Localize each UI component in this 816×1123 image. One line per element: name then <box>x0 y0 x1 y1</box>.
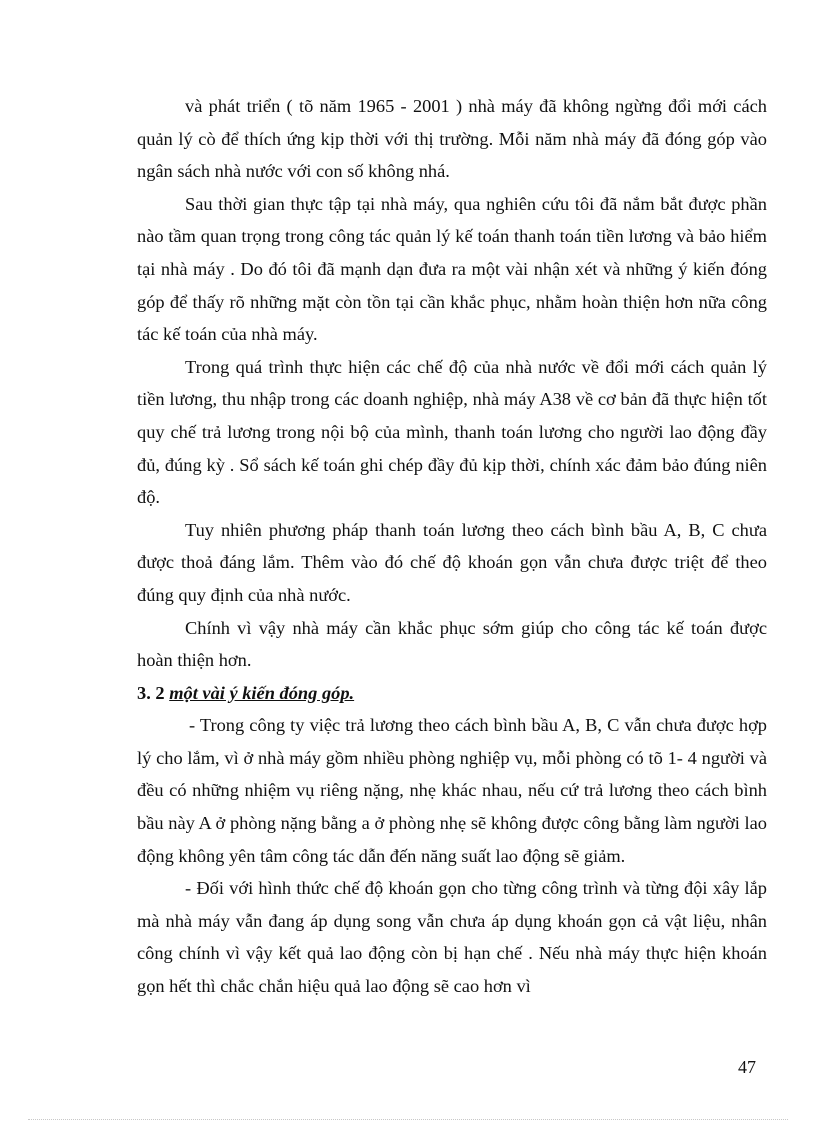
paragraph-bullet-contract: - Đối với hình thức chế độ khoán gọn cho từng công trình và từng đội xây lắp mà nhà máy vẫn đang áp dụng song vẫn chưa áp dụng khoán gọn cả vật liệu, nhân công chính vì vậy kết quả lao động còn bị hạn chế . Nếu nhà máy thực hiện khoán gọn hết thì chắc chắn hiệu quả lao động sẽ cao hơn vì <box>137 878 767 997</box>
section-number: 3. 2 <box>137 682 165 703</box>
paragraph-bullet-ranking: - Trong công ty việc trả lương theo cách bình bầu A, B, C vẫn chưa được hợp lý cho lắm, vì ở nhà máy gồm nhiều phòng nghiệp vụ, mỗi phòng có tõ 1- 4 người và đều có những nhiệm vụ riêng nặng, nhẹ khác nhau, nếu cứ trả lương theo cách bình bầu này A ở phòng nặng bằng a ở phòng nhẹ sẽ không được công bằng làm người lao động không yên tâm công tác dẫn đến năng suất lao động sẽ giảm. <box>137 715 767 866</box>
paragraph-implementation: Trong quá trình thực hiện các chế độ của nhà nước về đổi mới cách quản lý tiền lương, thu nhập trong các doanh nghiệp, nhà máy A38 về cơ bản đã thực hiện tốt quy chế trả lương trong nội bộ của mình, thanh toán lương cho người lao động đầy đủ, đúng kỳ . Sổ sách kế toán ghi chép đầy đủ kịp thời, chính xác đảm bảo đúng niên độ. <box>137 356 767 508</box>
page-number: 47 <box>738 1057 756 1077</box>
paragraph-however: Tuy nhiên phương pháp thanh toán lương theo cách bình bầu A, B, C chưa được thoả đáng lắm. Thêm vào đó chế độ khoán gọn vẫn chưa được triệt để theo đúng quy định của nhà nước. <box>137 519 767 605</box>
paragraph-internship: Sau thời gian thực tập tại nhà máy, qua nghiên cứu tôi đã nắm bắt được phần nào tầm quan trọng trong công tác quản lý kế toán thanh toán tiền lương và bảo hiểm tại nhà máy . Do đó tôi đã mạnh dạn đưa ra một vài nhận xét và những ý kiến đóng góp để thấy rõ những mặt còn tồn tại cần khắc phục, nhằm hoàn thiện hơn nữa công tác kế toán của nhà máy. <box>137 193 767 345</box>
paragraph-intro: và phát triển ( tõ năm 1965 - 2001 ) nhà máy đã không ngừng đổi mới cách quản lý cò để thích ứng kịp thời với thị trường. Mỗi năm nhà máy đã đóng góp vào ngân sách nhà nước với con số không nhá. <box>137 96 767 182</box>
section-title: một vài ý kiến đóng góp. <box>169 682 355 703</box>
footer-divider <box>28 1119 788 1120</box>
paragraph-conclusion: Chính vì vậy nhà máy cần khắc phục sớm giúp cho công tác kế toán được hoàn thiện hơn. <box>137 617 767 671</box>
section-heading <box>137 677 767 710</box>
body-text <box>137 90 767 1003</box>
